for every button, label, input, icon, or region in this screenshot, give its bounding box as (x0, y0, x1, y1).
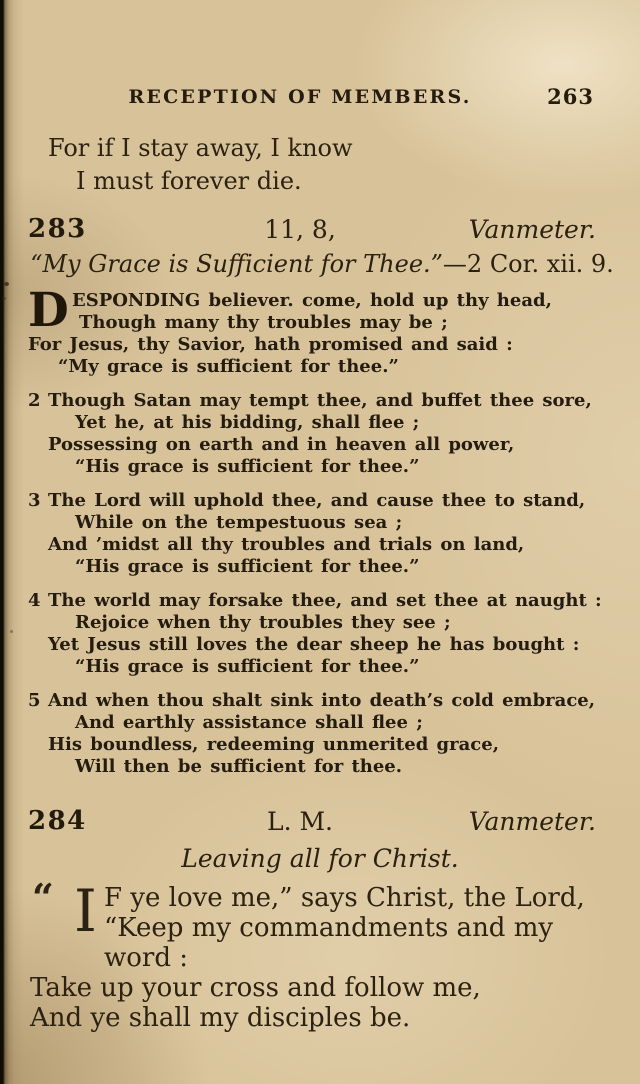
verse-line: While on the tempestuous sea ; (75, 512, 403, 533)
verse-line: Rejoice when thy troubles they see ; (75, 612, 451, 633)
verse (28, 690, 640, 778)
verse-line: “Keep my commandments and my word : (104, 913, 554, 973)
hymn-tune-name: Vanmeter. (468, 215, 596, 244)
verse-line: The Lord will uphold thee, and cause thee to stand, (48, 490, 586, 511)
ink-speck (2, 297, 6, 300)
verse-line: And ’midst all thy troubles and trials on land, (48, 534, 525, 555)
verse-line: And when thou shalt sink into death’s cold embrace, (48, 690, 595, 711)
hymn-number: 283 (28, 214, 87, 244)
ink-speck (10, 630, 13, 633)
hymn-283-epigraph (24, 250, 620, 278)
opening-quote-mark: “ (32, 875, 54, 920)
verse (28, 390, 640, 478)
page-number: 263 (547, 84, 594, 109)
verse-number: 5 (28, 690, 41, 711)
verse (28, 490, 640, 578)
verse-line: “His grace is sufficient for thee.” (75, 456, 420, 477)
verse-line: I must forever die. (76, 167, 302, 195)
ink-speck (4, 282, 9, 286)
hymn-284-subtitle: Leaving all for Christ. (181, 844, 459, 873)
page-header (0, 0, 640, 112)
verse-line: Though many thy troubles may be ; (79, 312, 448, 333)
hymn-284-heading (0, 804, 640, 840)
epigraph-scripture-ref: —2 Cor. xii. 9. (442, 250, 614, 278)
hymn-meter: 11, 8, (264, 215, 336, 244)
verse (28, 590, 640, 678)
verse-line: “His grace is sufficient for thee.” (75, 656, 420, 677)
verse (28, 283, 640, 378)
hymn-number: 284 (28, 806, 87, 836)
running-head: RECEPTION OF MEMBERS. (128, 86, 472, 108)
verse-line: “His grace is sufficient for thee.” (75, 556, 420, 577)
verse-line: Will then be sufficient for thee. (75, 756, 403, 777)
epigraph-quote: “My Grace is Sufficient for Thee.” (30, 250, 443, 278)
verse-line: And ye shall my disciples be. (30, 1003, 411, 1033)
verse-line: Take up your cross and follow me, (30, 973, 481, 1003)
verse-line: ESPONDING believer. come, hold up thy head, (72, 290, 552, 311)
verse-line: “My grace is sufficient for thee.” (58, 356, 399, 377)
verse-line: F ye love me,” says Christ, the Lord, (104, 883, 585, 913)
hymn-284-verse (30, 875, 616, 1033)
hymn-283-verses (28, 283, 640, 778)
verse-number: 2 (28, 390, 41, 411)
verse-line: The world may forsake thee, and set thee at naught : (48, 590, 602, 611)
verse-line: Though Satan may tempt thee, and buffet thee sore, (48, 390, 592, 411)
verse-line: For if I stay away, I know (48, 134, 353, 162)
hymn-meter: L. M. (266, 807, 334, 836)
verse-number: 3 (28, 490, 41, 511)
verse-line: Yet Jesus still loves the dear sheep he has bought : (48, 634, 580, 655)
verse-line: And earthly assistance shall flee ; (75, 712, 423, 733)
carryover-verse (48, 132, 640, 198)
hymn-tune-name: Vanmeter. (468, 807, 596, 836)
verse-line: For Jesus, thy Savior, hath promised and said : (28, 334, 513, 355)
verse-line: Yet he, at his bidding, shall flee ; (75, 412, 420, 433)
drop-cap: I (74, 877, 97, 945)
drop-cap: D (28, 283, 69, 338)
hymn-283-heading (0, 212, 640, 248)
verse-line: Possessing on earth and in heaven all power, (48, 434, 515, 455)
verse-line: His boundless, redeeming unmerited grace, (48, 734, 499, 755)
verse-number: 4 (28, 590, 41, 611)
